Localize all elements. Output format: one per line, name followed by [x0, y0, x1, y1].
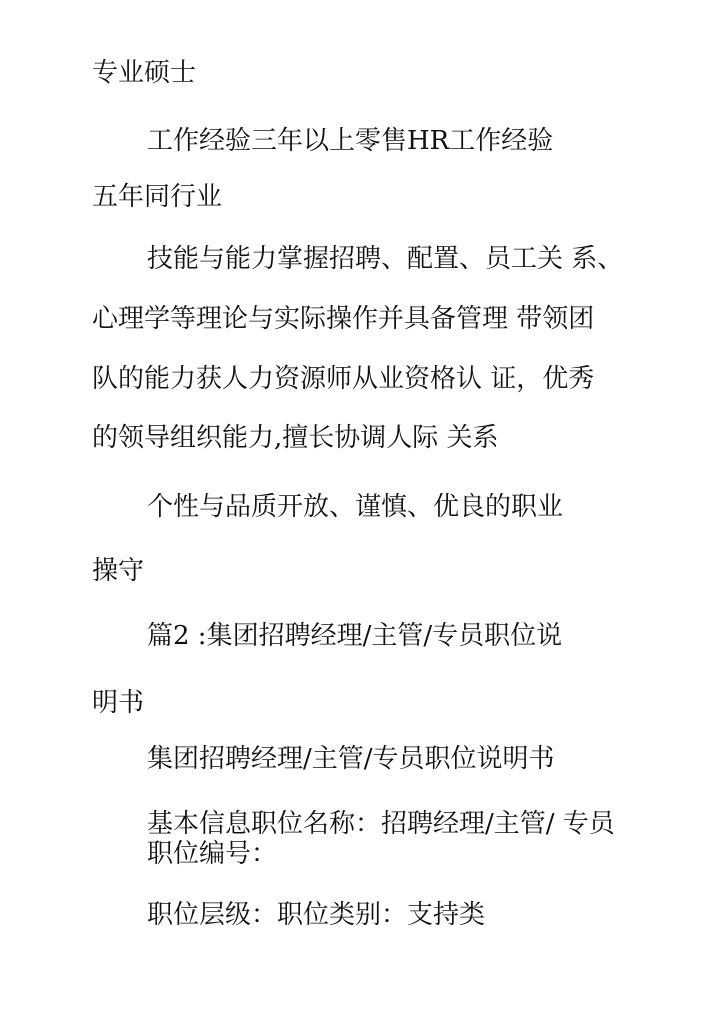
text-block-13: 基本信息职位名称：招聘经理/主管/ 专员职位编号：: [147, 809, 615, 869]
text-line-14: 职位层级：职位类别：支持类: [147, 900, 486, 930]
text-line-9: 操守: [92, 556, 145, 586]
text-line-3: 五年同行业: [92, 182, 223, 212]
text-line-6: 队的能力获人力资源师从业资格认 证，优秀: [92, 364, 595, 394]
text-line-7: 的领导组织能力,擅长协调人际 关系: [92, 423, 499, 453]
text-line-11: 明书: [92, 688, 145, 718]
text-line-12: 集团招聘经理/主管/专员职位说明书: [147, 744, 555, 774]
text-line-2: 工作经验三年以上零售HR工作经验: [147, 126, 554, 156]
text-line-1: 专业硕士: [92, 58, 197, 88]
text-line-8: 个性与品质开放、谨慎、优良的职业: [147, 492, 564, 522]
text-line-10: 篇2 :集团招聘经理/主管/专员职位说: [147, 621, 563, 651]
text-line-4: 技能与能力掌握招聘、配置、员工关 系、: [147, 244, 624, 274]
text-line-5: 心理学等理论与实际操作并具备管理 带领团: [92, 304, 595, 334]
